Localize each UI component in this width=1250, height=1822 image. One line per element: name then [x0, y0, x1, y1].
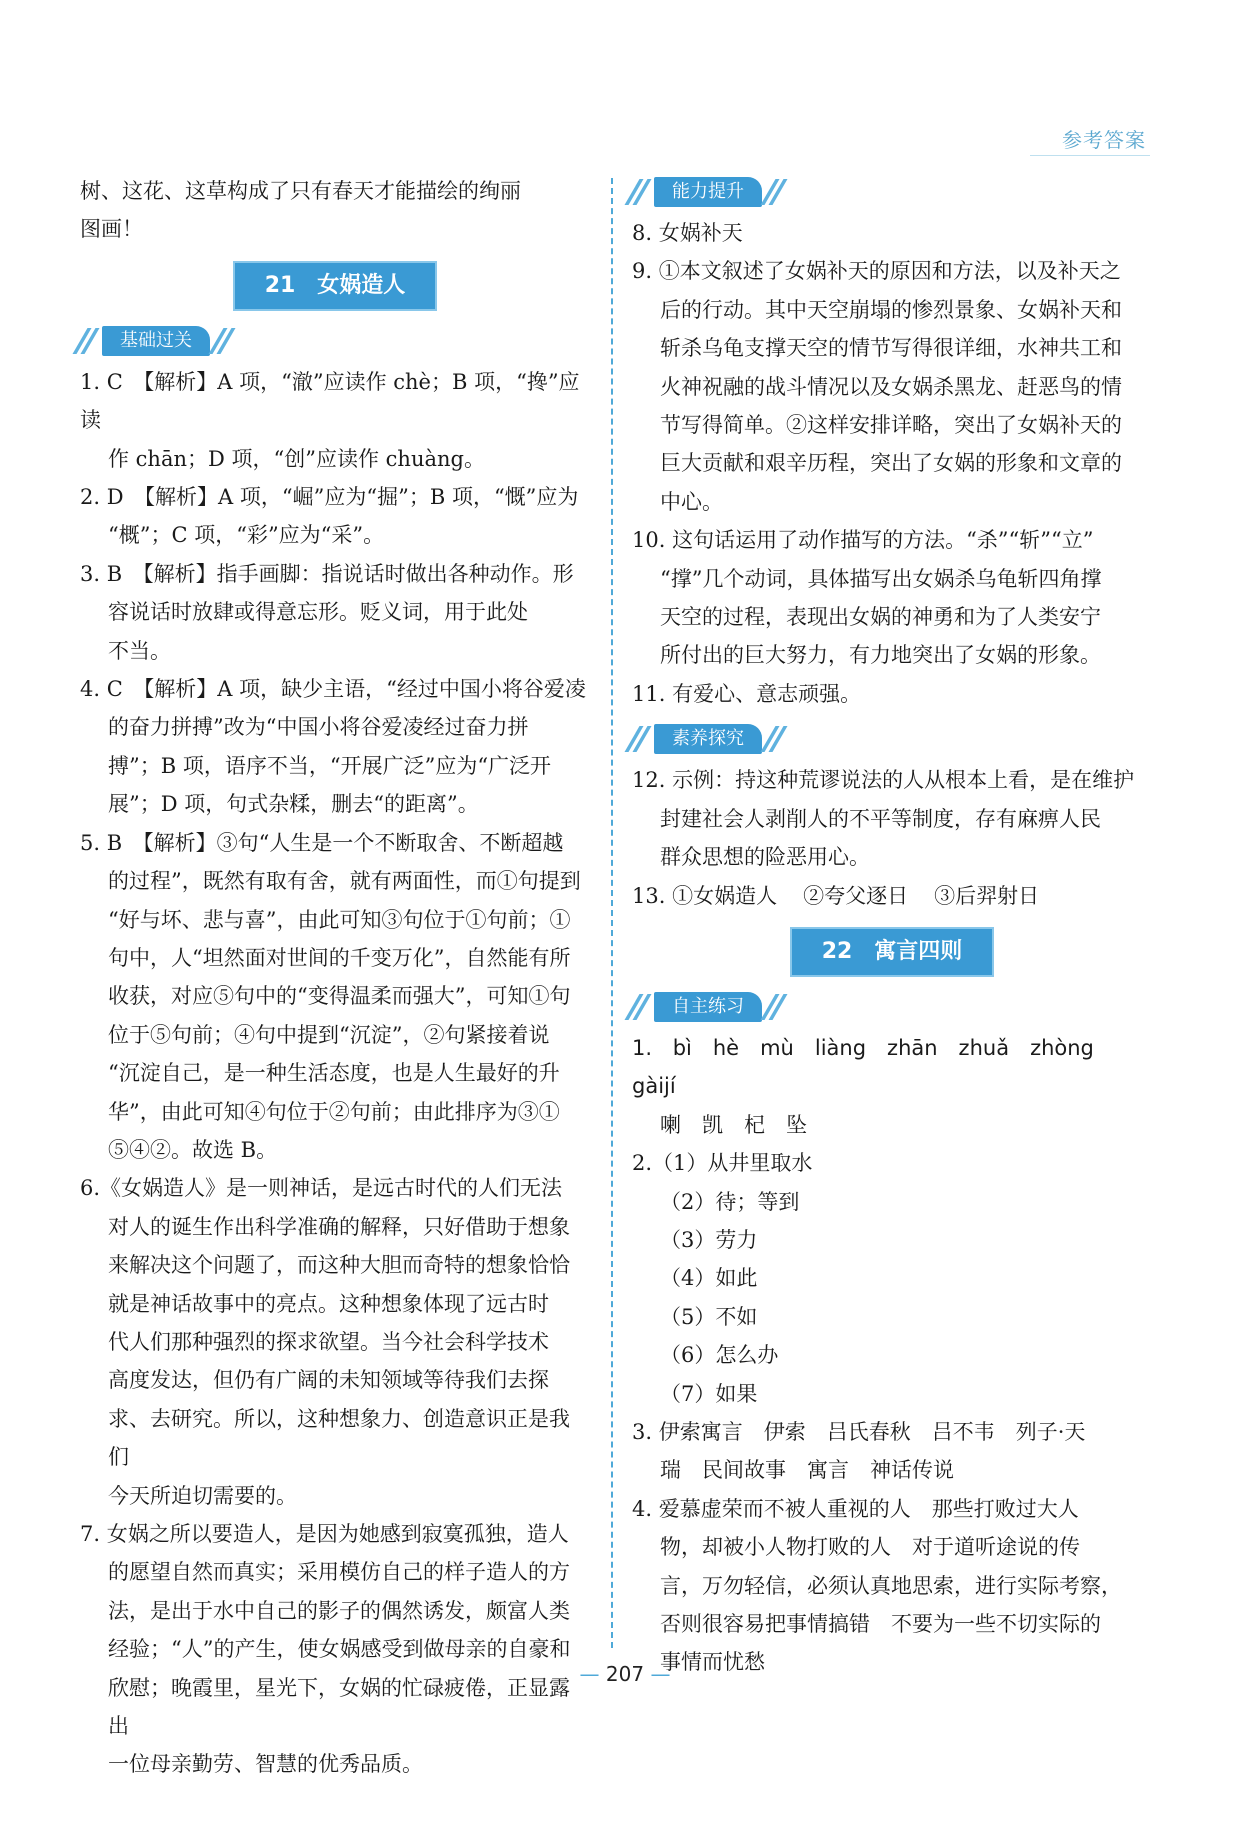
answer-line: 斩杀乌龟支撑天空的情节写得很详细，水神共工和 — [660, 336, 1122, 361]
section-suyang — [632, 719, 1152, 759]
lesson-21-wrap — [80, 261, 590, 311]
answer-line: “概”；C 项，“彩”应为“采”。 — [108, 523, 385, 548]
answer-line: 12. 示例：持这种荒谬说法的人从根本上看，是在维护 — [632, 768, 1135, 793]
header-line — [1030, 155, 1150, 156]
answer-q12 — [632, 761, 1152, 876]
answer-a3 — [632, 1413, 1152, 1490]
answer-line: 2.（1）从井里取水 — [632, 1151, 813, 1176]
answer-line: 不当。 — [108, 638, 171, 663]
section-nengli-label: 能力提升 — [654, 177, 762, 207]
answer-a4 — [632, 1490, 1152, 1682]
answer-line: 华”，由此可知④句位于②句前；由此排序为③① — [108, 1099, 560, 1124]
answer-a2 — [632, 1144, 1152, 1413]
answer-line: 节写得简单。②这样安排详略，突出了女娲补天的 — [660, 413, 1122, 438]
answer-line: 经验；“人”的产生，使女娲感受到做母亲的自豪和 — [108, 1637, 571, 1662]
answer-line: 作 chān；D 项，“创”应读作 chuàng。 — [108, 446, 485, 471]
answer-line: 封建社会人剥削人的不平等制度，存有麻痹人民 — [660, 806, 1101, 831]
intro-line: 树、这花、这草构成了只有春天才能描绘的绚丽 — [80, 179, 521, 203]
answer-line: 否则很容易把事情搞错 不要为一些不切实际的 — [660, 1612, 1101, 1636]
answer-line: 的愿望自然而真实；采用模仿自己的样子造人的方 — [108, 1560, 570, 1585]
answer-line: “撑”几个动词，具体描写出女娲杀乌龟斩四角撑 — [660, 566, 1102, 591]
section-jichu-label: 基础过关 — [102, 326, 210, 356]
answer-line: （5）不如 — [660, 1304, 758, 1329]
answer-line: 7. 女娲之所以要造人，是因为她感到寂寞孤独，造人 — [80, 1522, 569, 1546]
column-divider — [611, 178, 613, 1648]
left-column — [80, 172, 590, 1784]
answer-line: （3）劳力 — [660, 1227, 758, 1252]
answer-line: 位于⑤句前；④句中提到“沉淀”，②句紧接着说 — [108, 1022, 550, 1047]
answer-line: 容说话时放肆或得意忘形。贬义词，用于此处 — [108, 600, 528, 625]
answer-q11: 11. 有爱心、意志顽强。 — [632, 681, 862, 706]
answer-line: 求、去研究。所以，这种想象力、创造意识正是我们 — [108, 1406, 570, 1470]
answer-line: 所付出的巨大努力，有力地突出了女娲的形象。 — [660, 643, 1101, 668]
answer-line: 9. ①本文叙述了女娲补天的原因和方法，以及补天之 — [632, 259, 1121, 284]
section-jichu — [80, 321, 590, 361]
answer-line: 高度发达，但仍有广阔的未知领域等待我们去探 — [108, 1368, 549, 1393]
section-nengli — [632, 172, 1152, 212]
answer-line: “沉淀自己，是一种生活态度，也是人生最好的升 — [108, 1061, 560, 1086]
answer-line: 3. 伊索寓言 伊索 吕氏春秋 吕不韦 列子·天 — [632, 1419, 1086, 1444]
answer-line: （7）如果 — [660, 1381, 758, 1406]
answer-line: （6）怎么办 — [660, 1343, 779, 1368]
answer-line: （4）如此 — [660, 1266, 758, 1291]
answer-line: 4. C 【解析】A 项，缺少主语，“经过中国小将谷爱凌 — [80, 677, 586, 702]
answer-q10 — [632, 521, 1152, 675]
answer-line: 的奋力拼搏”改为“中国小将谷爱凌经过奋力拼 — [108, 715, 529, 740]
answer-q5 — [80, 824, 590, 1170]
answer-q1 — [80, 363, 590, 478]
page-number: — 207 — — [579, 1662, 671, 1686]
answer-line: 10. 这句话运用了动作描写的方法。“杀”“斩”“立” — [632, 528, 1094, 553]
answer-line: 今天所迫切需要的。 — [108, 1483, 297, 1508]
answer-q2 — [80, 478, 590, 555]
answer-a1 — [632, 1029, 1152, 1144]
answer-line: （2）待；等到 — [660, 1189, 800, 1214]
section-suyang-label: 素养探究 — [654, 724, 762, 754]
answer-line: 1. bì hè mù liàng zhān zhuǎ zhòng gàijí — [632, 1035, 1115, 1099]
answer-part: 13. ①女娲造人 — [632, 883, 778, 908]
answer-q13 — [632, 877, 1152, 915]
answer-q8: 8. 女娲补天 — [632, 221, 743, 245]
answer-line: 天空的过程，表现出女娲的神勇和为了人类安宁 — [660, 605, 1101, 630]
answer-q3 — [80, 555, 590, 670]
answer-line: 4. 爱慕虚荣而不被人重视的人 那些打败过大人 — [632, 1496, 1079, 1521]
answer-line: 言，万勿轻信，必须认真地思索，进行实际考察， — [660, 1573, 1122, 1598]
right-column — [632, 172, 1152, 1682]
answer-line: 群众思想的险恶用心。 — [660, 845, 870, 870]
answer-line: 巨大贡献和艰辛历程，突出了女娲的形象和文章的 — [660, 451, 1122, 476]
answer-line: 欣慰；晚霞里，星光下，女娲的忙碌疲倦，正显露出 — [108, 1675, 570, 1739]
lesson-21-title: 21 女娲造人 — [233, 261, 438, 311]
answer-part: ③后羿射日 — [934, 883, 1040, 908]
section-zizhu — [632, 987, 1152, 1027]
answer-line: 展”；D 项，句式杂糅，删去“的距离”。 — [108, 792, 479, 817]
answer-line: 物，却被小人物打败的人 对于道听途说的传 — [660, 1535, 1080, 1560]
answer-line: 一位母亲勤劳、智慧的优秀品质。 — [108, 1752, 423, 1777]
answer-line: 后的行动。其中天空崩塌的惨烈景象、女娲补天和 — [660, 297, 1122, 322]
answer-line: 搏”；B 项，语序不当，“开展广泛”应为“广泛开 — [108, 753, 552, 778]
page-number-value: 207 — [605, 1662, 645, 1686]
answer-line: 喇 凯 杞 坠 — [660, 1112, 807, 1137]
answer-part: ②夸父逐日 — [803, 883, 909, 908]
answer-line: 来解决这个问题了，而这种大胆而奇特的想象恰恰 — [108, 1253, 570, 1278]
intro-line: 图画！ — [80, 217, 143, 242]
answer-line: 1. C 【解析】A 项，“澈”应读作 chè；B 项，“搀”应读 — [80, 369, 580, 433]
lesson-22-title: 22 寓言四则 — [790, 927, 995, 977]
answer-q9 — [632, 252, 1152, 521]
answer-line: 2. D 【解析】A 项，“崛”应为“掘”；B 项，“慨”应为 — [80, 485, 579, 510]
section-zizhu-label: 自主练习 — [654, 992, 762, 1022]
answer-line: 对人的诞生作出科学准确的解释，只好借助于想象 — [108, 1214, 570, 1239]
answer-line: 6.《女娲造人》是一则神话，是远古时代的人们无法 — [80, 1176, 563, 1201]
answer-line: 就是神话故事中的亮点。这种想象体现了远古时 — [108, 1291, 549, 1316]
answer-line: 法，是出于水中自己的影子的偶然诱发，颇富人类 — [108, 1598, 570, 1623]
answer-line: 代人们那种强烈的探求欲望。当今社会科学技术 — [108, 1329, 549, 1354]
answer-line: “好与坏、悲与喜”，由此可知③句位于①句前；① — [108, 907, 571, 932]
answer-line: 句中，人“坦然面对世间的千变万化”，自然能有所 — [108, 945, 571, 970]
answer-line: 事情而忧愁 — [660, 1650, 765, 1675]
answer-line: 的过程”，既然有取有舍，就有两面性，而①句提到 — [108, 869, 581, 894]
answer-line: ⑤④②。故选 B。 — [108, 1137, 278, 1162]
lesson-22-wrap — [632, 927, 1152, 977]
answer-q7 — [80, 1515, 590, 1784]
answer-q6 — [80, 1169, 590, 1515]
answer-line: 3. B 【解析】指手画脚：指说话时做出各种动作。形 — [80, 561, 574, 586]
answer-line: 火神祝融的战斗情况以及女娲杀黑龙、赶恶鸟的情 — [660, 374, 1122, 399]
answer-line: 瑞 民间故事 寓言 神话传说 — [660, 1458, 954, 1483]
header-tag: 参考答案 — [1062, 128, 1146, 152]
answer-line: 5. B 【解析】③句“人生是一个不断取舍、不断超越 — [80, 830, 564, 855]
answer-q4 — [80, 670, 590, 824]
answer-line: 中心。 — [660, 489, 723, 514]
answer-line: 收获，对应⑤句中的“变得温柔而强大”，可知①句 — [108, 984, 571, 1009]
